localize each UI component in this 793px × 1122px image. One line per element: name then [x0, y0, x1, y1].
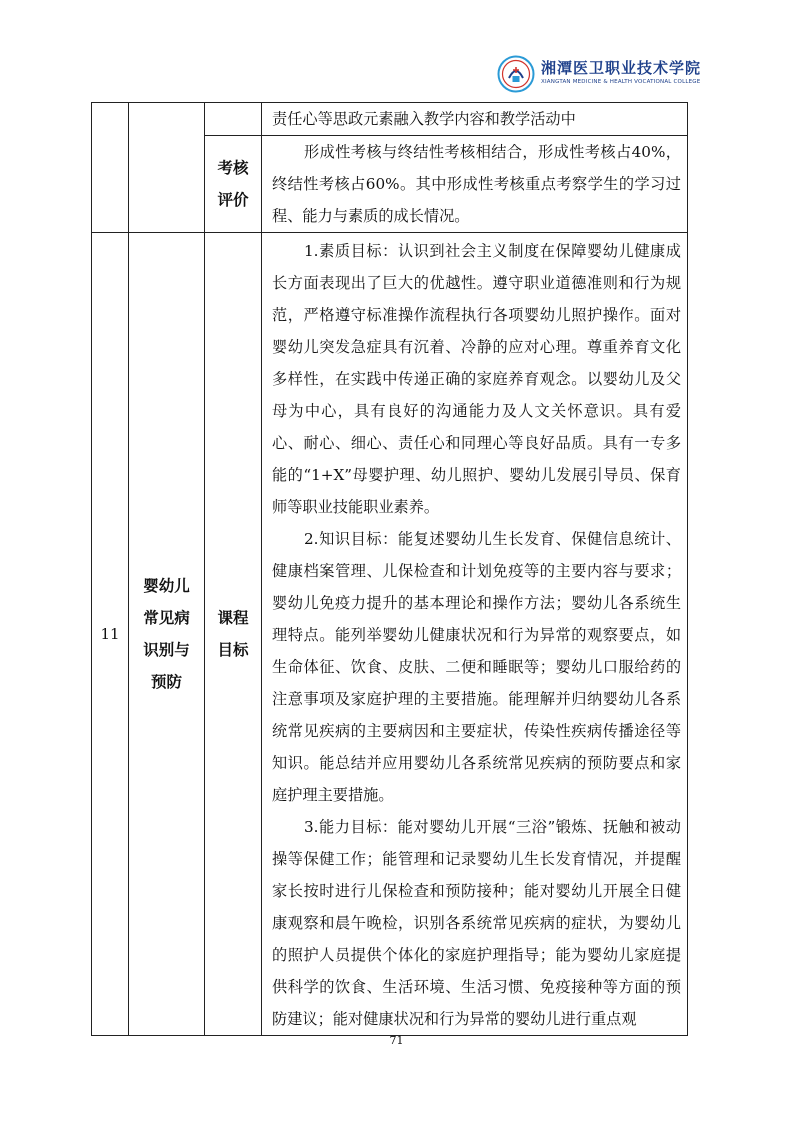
continued-text-cell — [262, 103, 688, 136]
course-objectives-cell — [262, 233, 688, 1036]
assessment-text: 形成性考核与终结性考核相结合，形成性考核占40%，终结性考核占60%。其中形成性考核重点考察学生的学习过程、能力与素质的成长情况。 — [272, 143, 681, 225]
school-name-en: XIANGTAN MEDICINE & HEALTH VOCATIONAL COLLEGE — [541, 79, 701, 85]
course-objectives-label: 课程 目标 — [205, 233, 262, 1036]
continued-text: 责任心等思政元素融入教学内容和教学活动中 — [272, 110, 576, 128]
empty-label-cell — [205, 103, 262, 136]
school-emblem-icon — [497, 55, 535, 93]
course-name: 婴幼儿 常见病 识别与 预防 — [129, 233, 205, 1036]
assessment-text-cell — [262, 136, 688, 233]
assessment-label: 考核 评价 — [205, 136, 262, 233]
ability-objective: 3.能力目标：能对婴幼儿开展“三浴”锻炼、抚触和被动操等保健工作；能管理和记录婴幼儿生长发育情况，并提醒家长按时进行儿保检查和预防接种；能对婴幼儿开展全日健康观察和晨午晚检，识别各系统常见疾病的症状，为婴幼儿的照护人员提供个体化的家庭护理指导；能为婴幼儿家庭提供科学的饮食、生活环境、生活习惯、免疫接种等方面的预防建议；能对健康状况和行为异常的婴幼儿进行重点观 — [272, 818, 681, 1028]
knowledge-objective: 2.知识目标：能复述婴幼儿生长发育、保健信息统计、健康档案管理、儿保检查和计划免疫等的主要内容与要求；婴幼儿免疫力提升的基本理论和操作方法；婴幼儿各系统生理特点。能列举婴幼儿健康状况和行为异常的观察要点，如生命体征、饮食、皮肤、二便和睡眠等；婴幼儿口服给药的注意事项及家庭护理的主要措施。能理解并归纳婴幼儿各系统常见疾病的主要病因和主要症状，传染性疾病传播途径等知识。能总结并应用婴幼儿各系统常见疾病的预防要点和家庭护理主要措施。 — [272, 530, 681, 804]
course-table — [91, 102, 688, 1036]
empty-number-cell — [92, 103, 129, 233]
course-number: 11 — [92, 233, 129, 1036]
school-logo — [497, 53, 702, 97]
table-row — [92, 103, 688, 136]
school-name-cn: 湘潭医卫职业技术学院 — [541, 59, 702, 77]
page-number: 71 — [389, 1034, 404, 1047]
empty-name-cell — [129, 103, 205, 233]
quality-objective: 1.素质目标：认识到社会主义制度在保障婴幼儿健康成长方面表现出了巨大的优越性。遵守职业道德准则和行为规范，严格遵守标准操作流程执行各项婴幼儿照护操作。面对婴幼儿突发急症具有沉着、冷静的应对心理。尊重养育文化多样性，在实践中传递正确的家庭养育观念。以婴幼儿及父母为中心，具有良好的沟通能力及人文关怀意识。具有爱心、耐心、细心、责任心和同理心等良好品质。具有一专多能的“1+X”母婴护理、幼儿照护、婴幼儿发展引导员、保育师等职业技能职业素养。 — [272, 242, 681, 516]
table-row — [92, 233, 688, 1036]
